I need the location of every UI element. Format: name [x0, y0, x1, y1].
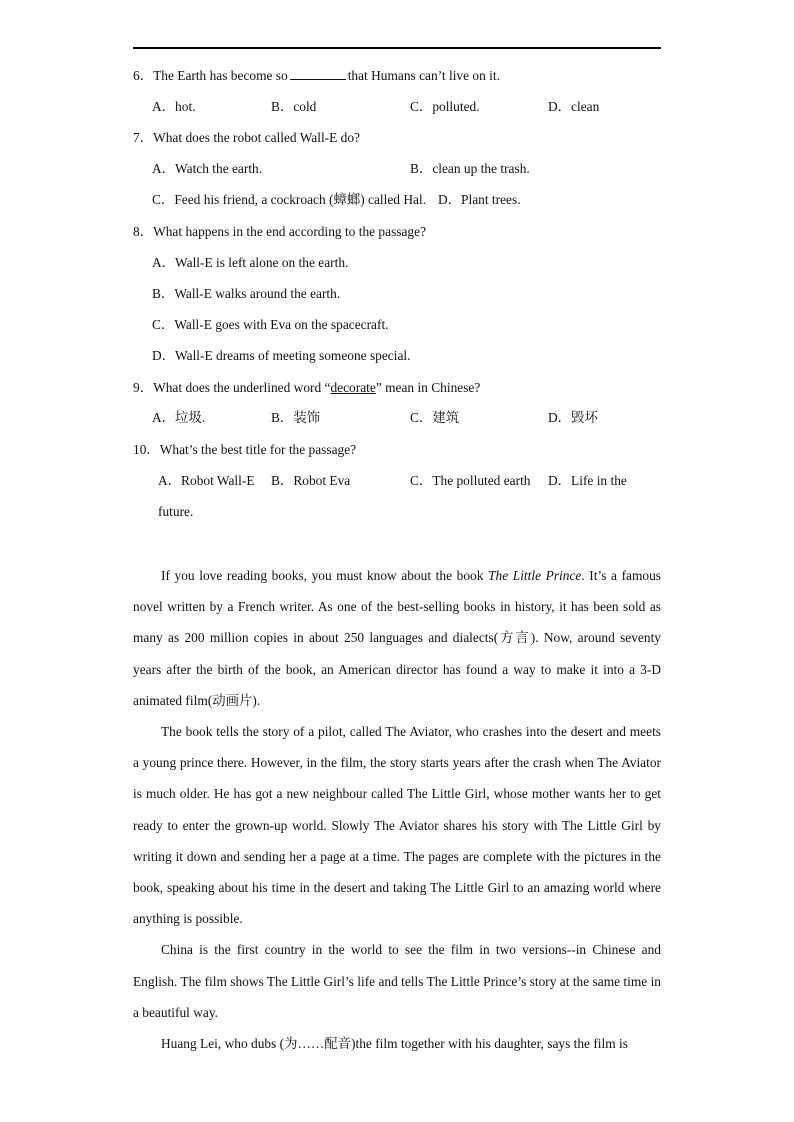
- reading-passage: [133, 560, 661, 1059]
- option-c: C．polluted.: [410, 99, 480, 114]
- option-d: D．clean: [548, 99, 600, 114]
- option-b: B．clean up the trash.: [410, 161, 530, 176]
- option-d: D．Plant trees.: [438, 192, 521, 207]
- answer-blank: [290, 67, 346, 80]
- question-9-stem: [133, 379, 480, 397]
- option-d: D．Life in the: [548, 473, 627, 488]
- option-a: A．垃圾.: [152, 410, 206, 425]
- option-a: A．Watch the earth.: [152, 161, 263, 176]
- option-c: C．Wall-E goes with Eva on the spacecraft.: [152, 317, 389, 332]
- question-number: 8．: [133, 224, 154, 239]
- option-b: B．Wall-E walks around the earth.: [152, 286, 341, 301]
- stem-text: What’s the best title for the passage?: [159, 442, 357, 457]
- stem-text: ” mean in Chinese?: [375, 380, 481, 395]
- option-d: D．毁坏: [548, 410, 598, 425]
- question-number: 10．: [133, 442, 160, 457]
- passage-paragraph-4: Huang Lei, who dubs (为……配音)the film together with his daughter, says the film is: [161, 1036, 628, 1052]
- option-d-continued: future.: [158, 504, 194, 519]
- option-c: C．Feed his friend, a cockroach (蟑螂) called Hal.: [152, 192, 427, 207]
- question-number: 9．: [133, 380, 154, 395]
- question-6-stem: [133, 67, 500, 85]
- option-a: A．hot.: [152, 99, 196, 114]
- option-c: C．建筑: [410, 410, 460, 425]
- option-b: B．装饰: [271, 410, 321, 425]
- underlined-word: decorate: [330, 380, 376, 395]
- question-8-stem: [133, 223, 426, 241]
- option-d: D．Wall-E dreams of meeting someone special.: [152, 348, 411, 363]
- question-10-stem: [133, 441, 356, 459]
- option-b: B．cold: [271, 99, 317, 114]
- option-c: C．The polluted earth: [410, 473, 531, 488]
- stem-text: What does the underlined word “: [153, 380, 331, 395]
- paragraph-text: . It’s a famous novel written by a French writer. As one of the best-selling books in history, it has been sold as many as 200 million copies in about 250 languages and dialects(方言). Now, around seventy years after the birth of the book, an American director has found a way to make it into a 3-D animated film(动画片).: [133, 568, 661, 708]
- question-7-stem: [133, 129, 360, 147]
- stem-text: The Earth has become so: [153, 68, 288, 83]
- paragraph-text: If you love reading books, you must know about the book: [161, 568, 489, 583]
- stem-text: What happens in the end according to the passage?: [153, 224, 427, 239]
- passage-paragraph-2: The book tells the story of a pilot, called The Aviator, who crashes into the desert and meets a young prince there. However, in the film, the story starts years after the crash when The Aviator is much older. He has got a new neighbour called The Little Girl, whose mother wants her to get ready to enter the grown-up world. Slowly The Aviator shares his story with The Little Girl by writing it down and sending her a page at a time. The pages are complete with the pictures in the book, speaking about his time in the desert and taking The Little Girl to an amazing world where anything is possible.: [133, 724, 661, 927]
- option-a: A．Wall-E is left alone on the earth.: [152, 255, 349, 270]
- stem-text: What does the robot called Wall-E do?: [153, 130, 360, 145]
- question-number: 6．: [133, 68, 154, 83]
- stem-text: that Humans can’t live on it.: [347, 68, 500, 83]
- passage-paragraph-3: China is the first country in the world to see the film in two versions--in Chinese and English. The film shows The Little Girl’s life and tells The Little Prince’s story at the same time in a beautiful way.: [133, 942, 661, 1020]
- question-number: 7．: [133, 130, 154, 145]
- header-rule: [133, 47, 661, 49]
- passage-paragraph-1: [133, 560, 661, 716]
- book-title: The Little Prince: [488, 568, 582, 583]
- option-b: B．Robot Eva: [271, 473, 351, 488]
- option-a: A．Robot Wall-E: [158, 473, 255, 488]
